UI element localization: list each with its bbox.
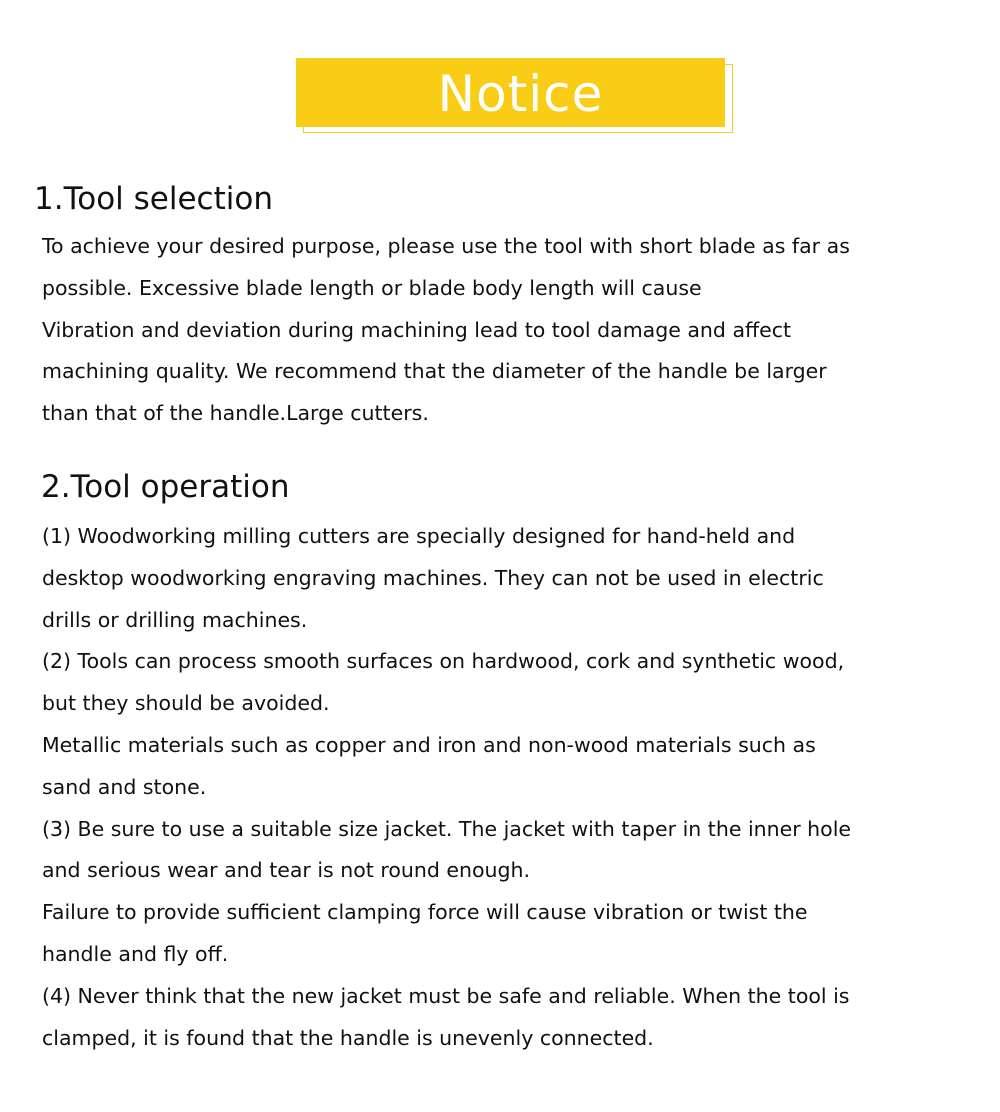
text-line: sand and stone. xyxy=(42,774,207,799)
notice-banner xyxy=(296,58,725,127)
text-line: but they should be avoided. xyxy=(42,691,330,716)
banner-title: Notice xyxy=(437,64,604,123)
section-heading-tool-selection: 1.Tool selection xyxy=(34,181,273,217)
text-line: Failure to provide sufficient clamping force will cause vibration or twist the xyxy=(42,900,808,925)
text-line: To achieve your desired purpose, please use the tool with short blade as far as xyxy=(42,234,850,258)
text-line: (1) Woodworking milling cutters are specially designed for hand-held and xyxy=(42,524,796,548)
section-heading-tool-operation: 2.Tool operation xyxy=(41,469,290,505)
text-line: than that of the handle.Large cutters. xyxy=(42,401,429,426)
text-line: Vibration and deviation during machining lead to tool damage and affect xyxy=(42,317,792,342)
text-line: machining quality. We recommend that the diameter of the handle be larger xyxy=(42,359,827,384)
text-line: possible. Excessive blade length or blade body length will cause xyxy=(42,275,702,300)
section-body-tool-operation xyxy=(42,516,851,1059)
text-line: Metallic materials such as copper and iron and non-wood materials such as xyxy=(42,732,816,757)
text-line: (2) Tools can process smooth surfaces on hardwood, cork and synthetic wood, xyxy=(42,649,845,674)
section-body-tool-selection xyxy=(42,226,850,435)
text-line: (3) Be sure to use a suitable size jacket. The jacket with taper in the inner hole xyxy=(42,816,852,841)
text-line: (4) Never think that the new jacket must be safe and reliable. When the tool is xyxy=(42,983,850,1008)
text-line: clamped, it is found that the handle is unevenly connected. xyxy=(42,1025,654,1050)
text-line: and serious wear and tear is not round enough. xyxy=(42,858,531,883)
text-line: desktop woodworking engraving machines. They can not be used in electric xyxy=(42,565,824,590)
text-line: handle and fly off. xyxy=(42,941,229,966)
text-line: drills or drilling machines. xyxy=(42,607,308,632)
